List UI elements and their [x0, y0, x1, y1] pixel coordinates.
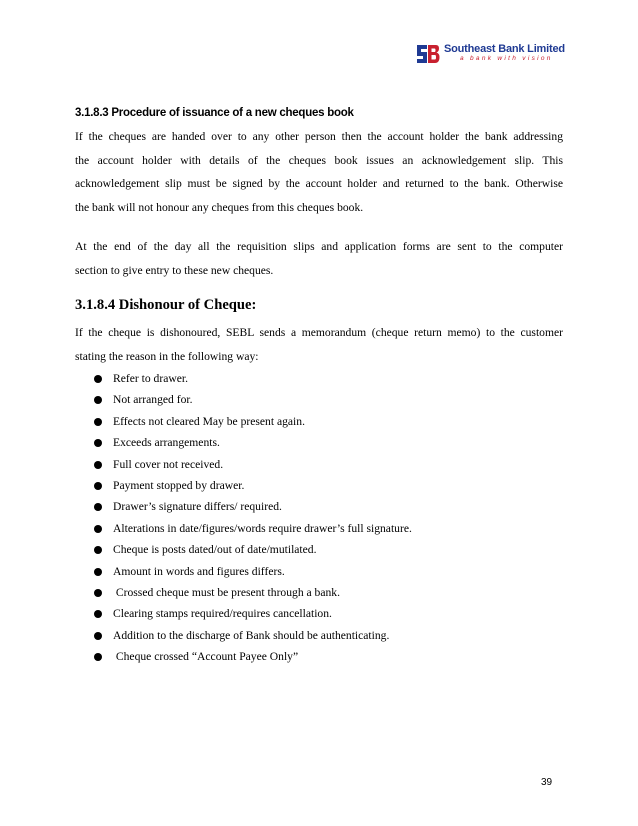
bank-name: Southeast Bank Limited [444, 43, 565, 55]
text-line: stating the reason in the following way: [75, 349, 259, 363]
bullet-icon [94, 610, 102, 618]
bullet-icon [94, 418, 102, 426]
bullet-icon [94, 653, 102, 661]
paragraph-end-of-day [75, 235, 563, 282]
paragraph-dishonour-intro [75, 321, 563, 368]
text-line: section to give entry to these new cheques. [75, 263, 274, 277]
bullet-icon [94, 525, 102, 533]
bullet-icon [94, 461, 102, 469]
text-line: acknowledgement slip must be signed by the account holder and returned to the bank. Otherwise [75, 177, 563, 190]
bullet-icon [94, 482, 102, 490]
bullet-icon [94, 396, 102, 404]
text-line: If the cheque is dishonoured, SEBL sends a memorandum (cheque return memo) to the customer [75, 326, 563, 339]
paragraph-acknowledgement [75, 125, 563, 219]
bullet-icon [94, 568, 102, 576]
text-line: If the cheques are handed over to any other person then the account holder the bank addressing [75, 130, 563, 143]
document-page: Southeast Bank Limited a bank with vision 3.1.8.3 Procedure of issuance of a new cheques book If the cheques are handed over to any other person then the account holder the bank addressing the account holder with details of the cheques book issues an acknowledgement slip. This acknowledgement slip must be signed by the account holder and returned to the bank. Otherwise the bank will not honour any cheques from this cheques book. At the end of the day all the requisition slips and application forms are sent to the computer section to give entry to these new cheques. 3.1.8.4 Dishonour of Cheque: If the cheque is dishonoured, SEBL sends a memorandum (cheque return memo) to the customer stating the reason in the following way: Refer to drawer. Not arranged for. Effects not cleared May be present again. Exceeds arrangements. Full cover not received. Payment stopped by drawer. Drawer’s signature differs/ required. Alterations in date/figures/words require drawer’s full signature. Cheque is posts dated/out of date/mutilated. Amount in words and figures differs. Crossed cheque must be present through a bank. Clearing stamps required/requires cancellation. Addition to the discharge of Bank should be authenticating. Cheque crossed “Account Payee Only” 39 [0, 0, 638, 826]
bullet-icon [94, 589, 102, 597]
bullet-icon [94, 375, 102, 383]
text-line: the account holder with details of the cheques book issues an acknowledgement slip. This [75, 153, 563, 167]
bank-tagline: a bank with vision [460, 55, 553, 62]
text-line: the bank will not honour any cheques from this cheques book. [75, 200, 364, 214]
section-heading-dishonour: 3.1.8.4 Dishonour of Cheque: [75, 297, 257, 313]
page-number: 39 [541, 777, 553, 788]
section-heading-cheques-book: 3.1.8.3 Procedure of issuance of a new cheques book [75, 107, 354, 119]
text-line: At the end of the day all the requisition slips and application forms are sent to the computer [75, 240, 563, 253]
bank-logo [414, 41, 564, 67]
sebl-logo-icon [414, 41, 441, 67]
bullet-icon [94, 632, 102, 640]
bullet-icon [94, 439, 102, 447]
bullet-icon [94, 503, 102, 511]
bullet-icon [94, 546, 102, 554]
